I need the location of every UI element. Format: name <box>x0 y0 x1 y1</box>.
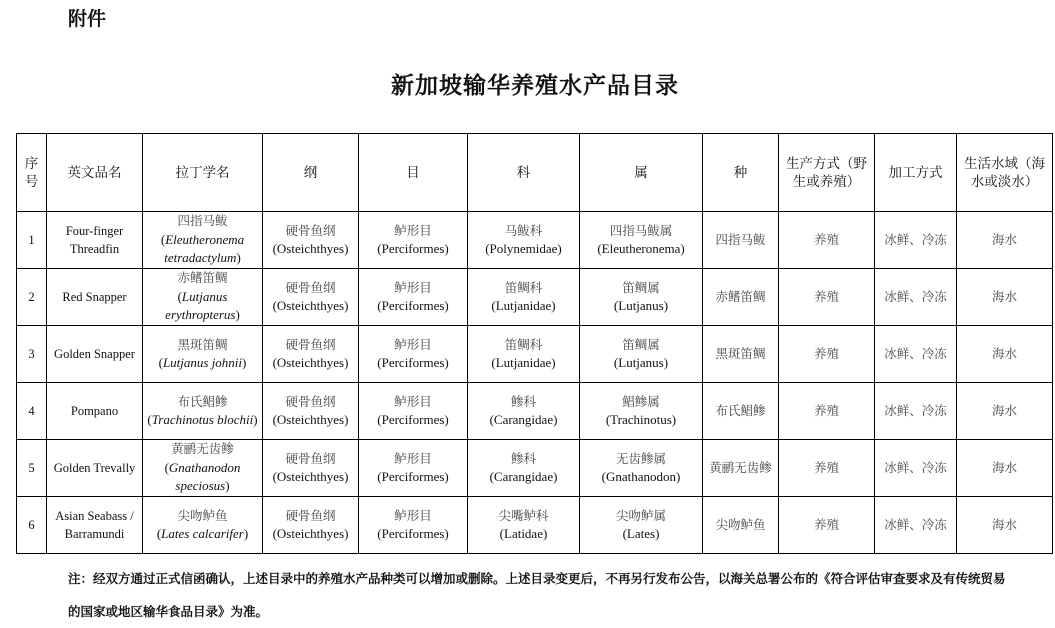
cell-latin-name <box>143 440 263 497</box>
table-body <box>17 212 1053 554</box>
cell-order-zh: 鲈形目 <box>394 279 432 295</box>
header-habitat: 生活水域（海水或淡水） <box>957 134 1053 212</box>
cell-family <box>468 497 580 554</box>
latin-name-scientific: (Lutjanus erythropterus) <box>165 288 240 323</box>
cell-latin-name <box>143 269 263 326</box>
header-genus: 属 <box>580 134 703 212</box>
cell-class-en: (Osteichthyes) <box>272 355 349 370</box>
latin-name-scientific: (Lates calcarifer) <box>156 526 249 541</box>
cell-class-en: (Osteichthyes) <box>272 298 349 313</box>
cell-family <box>468 269 580 326</box>
cell-family-en: (Latidae) <box>499 526 548 541</box>
cell-class <box>263 497 359 554</box>
cell-genus <box>580 269 703 326</box>
cell-order-zh: 鲈形目 <box>394 393 432 409</box>
latin-name-italic: Lutjanus johnii <box>162 355 243 370</box>
cell-genus-zh: 鲳鲹属 <box>622 393 660 409</box>
cell-processing: 冰鲜、冷冻 <box>875 497 957 554</box>
cell-class-en: (Osteichthyes) <box>272 526 349 541</box>
cell-production: 养殖 <box>779 497 875 554</box>
header-family: 科 <box>468 134 580 212</box>
cell-order-en: (Perciformes) <box>377 469 449 484</box>
cell-habitat: 海水 <box>957 440 1053 497</box>
table-row <box>17 383 1053 440</box>
cell-family-en: (Carangidae) <box>489 469 558 484</box>
cell-family-zh: 马鲅科 <box>504 222 543 238</box>
cell-species: 尖吻鲈鱼 <box>703 497 779 554</box>
cell-production: 养殖 <box>779 269 875 326</box>
cell-class <box>263 326 359 383</box>
footnote: 注：经双方通过正式信函确认，上述目录中的养殖水产品种类可以增加或删除。上述目录变更后，不再另行发布公告，以海关总署公布的《符合评估审查要求及有传统贸易的国家或地区输华食品目录》为准。 <box>68 571 1006 619</box>
cell-order <box>359 269 468 326</box>
cell-genus-zh: 笛鲷属 <box>622 336 660 352</box>
cell-genus-zh: 无齿鲹属 <box>615 450 666 466</box>
table-header-row <box>17 134 1053 212</box>
cell-english-name: Golden Snapper <box>47 326 143 383</box>
cell-family-zh: 鲹科 <box>510 393 536 409</box>
cell-genus-en: (Trachinotus) <box>605 412 677 427</box>
header-processing: 加工方式 <box>875 134 957 212</box>
cell-class <box>263 269 359 326</box>
cell-seq: 3 <box>17 326 47 383</box>
cell-order <box>359 440 468 497</box>
cell-family-zh: 笛鲷科 <box>504 279 543 295</box>
cell-processing: 冰鲜、冷冻 <box>875 326 957 383</box>
cell-genus <box>580 212 703 269</box>
cell-habitat: 海水 <box>957 326 1053 383</box>
cell-english-name: Red Snapper <box>47 269 143 326</box>
cell-species: 赤鳍笛鲷 <box>703 269 779 326</box>
cell-order-en: (Perciformes) <box>377 241 449 256</box>
cell-habitat: 海水 <box>957 383 1053 440</box>
cell-production: 养殖 <box>779 326 875 383</box>
latin-name-zh: 四指马鲅 <box>177 213 228 229</box>
latin-name-italic: Trachinotus blochii <box>151 412 254 427</box>
cell-order <box>359 497 468 554</box>
cell-family <box>468 326 580 383</box>
cell-seq: 6 <box>17 497 47 554</box>
cell-english-name: Asian Seabass / Barramundi <box>47 497 143 554</box>
cell-genus <box>580 326 703 383</box>
cell-genus-en: (Eleutheronema) <box>597 241 685 256</box>
cell-production: 养殖 <box>779 212 875 269</box>
latin-name-zh: 黄鹂无齿鲹 <box>171 441 234 457</box>
cell-class-zh: 硬骨鱼纲 <box>285 393 336 409</box>
cell-processing: 冰鲜、冷冻 <box>875 269 957 326</box>
latin-name-zh: 赤鳍笛鲷 <box>177 270 228 286</box>
cell-class-zh: 硬骨鱼纲 <box>285 222 336 238</box>
table-row <box>17 269 1053 326</box>
latin-name-scientific: (Eleutheronema tetradactylum) <box>160 231 245 266</box>
cell-class <box>263 440 359 497</box>
cell-class-en: (Osteichthyes) <box>272 469 349 484</box>
cell-genus <box>580 383 703 440</box>
cell-family <box>468 212 580 269</box>
header-production: 生产方式（野生或养殖） <box>779 134 875 212</box>
cell-family-en: (Lutjanidae) <box>491 355 556 370</box>
cell-order <box>359 383 468 440</box>
cell-family-en: (Lutjanidae) <box>491 298 556 313</box>
header-order: 目 <box>359 134 468 212</box>
cell-seq: 2 <box>17 269 47 326</box>
table-row <box>17 497 1053 554</box>
cell-class-en: (Osteichthyes) <box>272 241 349 256</box>
cell-latin-name <box>143 497 263 554</box>
cell-class-zh: 硬骨鱼纲 <box>285 450 336 466</box>
cell-species: 黄鹂无齿鲹 <box>703 440 779 497</box>
cell-order <box>359 212 468 269</box>
latin-name-scientific: (Gnathanodon speciosus) <box>164 459 241 494</box>
latin-name-italic: Lutjanus erythropterus <box>165 288 236 323</box>
latin-name-italic: Eleutheronema tetradactylum <box>164 231 245 266</box>
cell-class <box>263 212 359 269</box>
cell-seq: 4 <box>17 383 47 440</box>
latin-name-zh: 布氏鲳鲹 <box>177 393 228 409</box>
cell-family-zh: 鲹科 <box>510 450 536 466</box>
cell-class-zh: 硬骨鱼纲 <box>285 279 336 295</box>
header-seq: 序号 <box>17 134 47 212</box>
cell-habitat: 海水 <box>957 212 1053 269</box>
cell-species: 黑斑笛鲷 <box>703 326 779 383</box>
cell-latin-name <box>143 326 263 383</box>
cell-production: 养殖 <box>779 383 875 440</box>
cell-family-en: (Carangidae) <box>489 412 558 427</box>
table-row <box>17 440 1053 497</box>
cell-order-en: (Perciformes) <box>377 355 449 370</box>
header-english-name: 英文品名 <box>47 134 143 212</box>
cell-genus <box>580 497 703 554</box>
cell-genus-zh: 笛鲷属 <box>622 279 660 295</box>
cell-processing: 冰鲜、冷冻 <box>875 212 957 269</box>
cell-order-zh: 鲈形目 <box>394 450 432 466</box>
latin-name-italic: Gnathanodon speciosus <box>168 459 241 494</box>
cell-habitat: 海水 <box>957 269 1053 326</box>
latin-name-zh: 黑斑笛鲷 <box>177 336 228 352</box>
latin-name-scientific: (Trachinotus blochii) <box>147 412 258 427</box>
latin-name-italic: Lates calcarifer <box>161 526 244 541</box>
cell-family <box>468 383 580 440</box>
latin-name-zh: 尖吻鲈鱼 <box>177 507 228 523</box>
cell-genus-zh: 尖吻鲈属 <box>615 507 666 523</box>
cell-order-en: (Perciformes) <box>377 526 449 541</box>
cell-family-zh: 尖嘴鲈科 <box>498 507 549 523</box>
cell-genus-zh: 四指马鲅属 <box>609 222 673 238</box>
cell-family-zh: 笛鲷科 <box>504 336 543 352</box>
cell-species: 布氏鲳鲹 <box>703 383 779 440</box>
cell-family <box>468 440 580 497</box>
cell-order-en: (Perciformes) <box>377 412 449 427</box>
cell-genus-en: (Lutjanus) <box>613 298 669 313</box>
cell-species: 四指马鲅 <box>703 212 779 269</box>
cell-class-zh: 硬骨鱼纲 <box>285 336 336 352</box>
aquatic-products-table <box>16 133 1053 554</box>
header-species: 种 <box>703 134 779 212</box>
document-title: 新加坡输华养殖水产品目录 <box>391 73 679 99</box>
cell-genus-en: (Gnathanodon) <box>601 469 681 484</box>
cell-latin-name <box>143 383 263 440</box>
cell-order <box>359 326 468 383</box>
cell-order-en: (Perciformes) <box>377 298 449 313</box>
latin-name-scientific: (Lutjanus johnii) <box>158 355 247 370</box>
cell-seq: 5 <box>17 440 47 497</box>
attachment-label: 附件 <box>68 8 107 30</box>
cell-order-zh: 鲈形目 <box>394 336 432 352</box>
cell-family-en: (Polynemidae) <box>485 241 562 256</box>
cell-english-name: Pompano <box>47 383 143 440</box>
cell-class <box>263 383 359 440</box>
cell-order-zh: 鲈形目 <box>394 222 432 238</box>
table-row <box>17 326 1053 383</box>
cell-production: 养殖 <box>779 440 875 497</box>
cell-english-name: Golden Trevally <box>47 440 143 497</box>
cell-genus <box>580 440 703 497</box>
cell-english-name: Four-finger Threadfin <box>47 212 143 269</box>
cell-processing: 冰鲜、冷冻 <box>875 440 957 497</box>
cell-genus-en: (Lates) <box>622 526 660 541</box>
header-class: 纲 <box>263 134 359 212</box>
cell-class-zh: 硬骨鱼纲 <box>285 507 336 523</box>
header-latin-name: 拉丁学名 <box>143 134 263 212</box>
cell-processing: 冰鲜、冷冻 <box>875 383 957 440</box>
cell-genus-en: (Lutjanus) <box>613 355 669 370</box>
cell-order-zh: 鲈形目 <box>394 507 432 523</box>
cell-class-en: (Osteichthyes) <box>272 412 349 427</box>
cell-latin-name <box>143 212 263 269</box>
cell-seq: 1 <box>17 212 47 269</box>
cell-habitat: 海水 <box>957 497 1053 554</box>
table-row <box>17 212 1053 269</box>
